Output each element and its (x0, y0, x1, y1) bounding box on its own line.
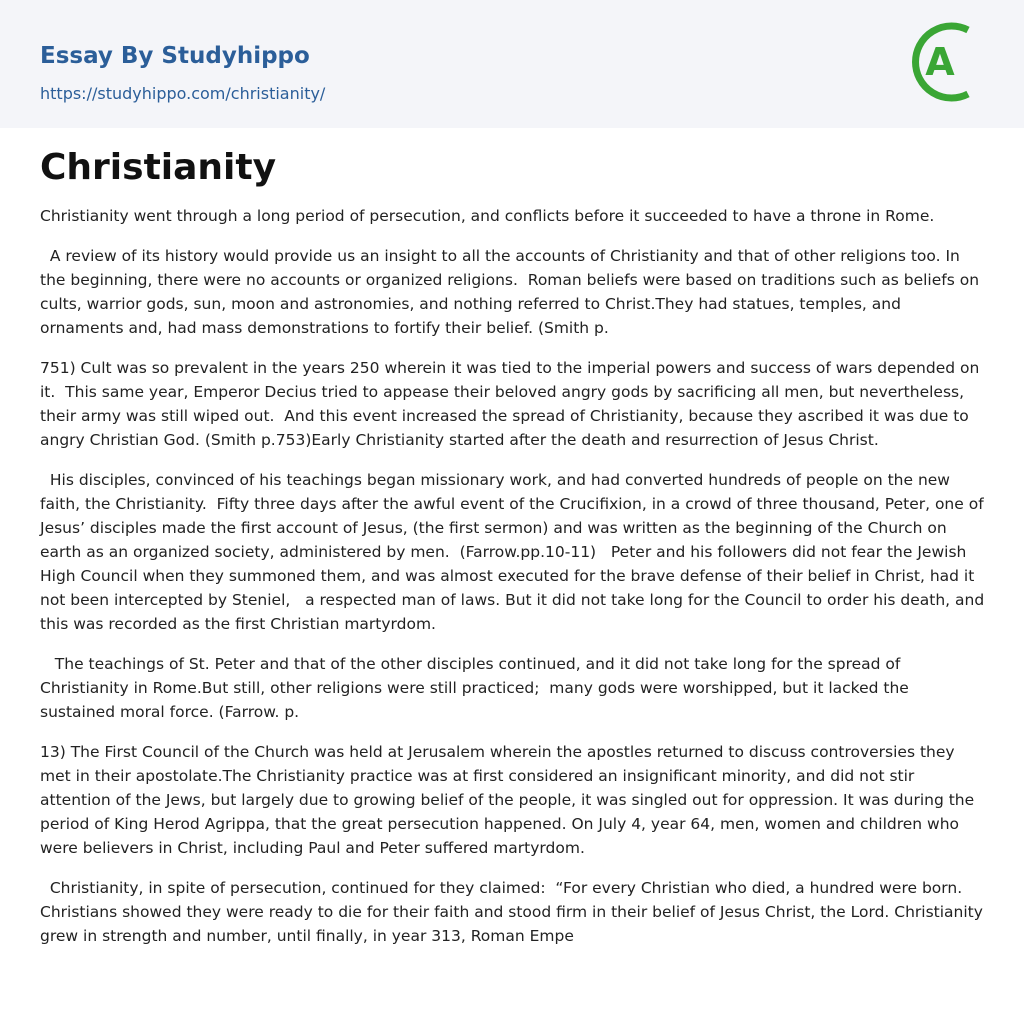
article-paragraph: His disciples, convinced of his teachings began missionary work, and had converted hundreds of people on the new faith, the Christianity. Fifty three days after the awful event of the Crucifixion, in a crowd of three thousand, Peter, one of Jesus’ disciples made the first account of Jesus, (the first sermon) and was written as the beginning of the Church on earth as an organized society, administered by men. (Farrow.pp.10-11) Peter and his followers did not fear the Jewish High Council when they summoned them, and was almost executed for the brave defense of their belief in Christ, had it not been intercepted by Steniel, a respected man of laws. But it did not take long for the Council to order his death, and this was recorded as the first Christian martyrdom. (40, 471, 990, 633)
logo-letter: A (925, 40, 955, 84)
article-paragraph: Christianity went through a long period of persecution, and conflicts before it succeeded to have a throne in Rome. (40, 207, 935, 225)
article-paragraph: 751) Cult was so prevalent in the years 250 wherein it was tied to the imperial powers and success of wars depended on it. This same year, Emperor Decius tried to appease their beloved angry gods by sacrificing all men, but nevertheless, their army was still wiped out. And this event increased the spread of Christianity, because they ascribed it was due to angry Christian God. (Smith p.753)Early Christianity started after the death and resurrection of Jesus Christ. (40, 359, 985, 449)
article-paragraph: A review of its history would provide us an insight to all the accounts of Christianity and that of other religions too. In the beginning, there were no accounts or organized religions. Roman beliefs were based on traditions such as beliefs on cults, warrior gods, sun, moon and astronomies, and nothing referred to Christ.They had statues, temples, and ornaments and, had mass demonstrations to fortify their belief. (Smith p. (40, 247, 984, 337)
article-paragraph: 13) The First Council of the Church was held at Jerusalem wherein the apostles returned to discuss controversies they met in their apostolate.The Christianity practice was at first considered an insignificant minority, and did not stir attention of the Jews, but largely due to growing belief of the people, it was singled out for oppression. It was during the period of King Herod Agrippa, that the great persecution happened. On July 4, year 64, men, women and children who were believers in Christ, including Paul and Peter suffered martyrdom. (40, 743, 980, 857)
site-header (0, 0, 1024, 128)
page-title: Christianity (40, 147, 277, 188)
article-body (40, 140, 988, 964)
essay-url-link[interactable]: https://studyhippo.com/christianity/ (40, 84, 326, 103)
site-brand[interactable]: Essay By Studyhippo (40, 43, 310, 69)
article-paragraph: The teachings of St. Peter and that of the other disciples continued, and it did not take long for the spread of Christianity in Rome.But still, other religions were still practiced; many gods were worshipped, but it lacked the sustained moral force. (Farrow. p. (40, 655, 914, 721)
article-paragraph: Christianity, in spite of persecution, continued for they claimed: “For every Christian who died, a hundred were born. Christians showed they were ready to die for their faith and stood firm in their belief of Jesus Christ, the Lord. Christianity grew in strength and number, until finally, in year 313, Roman Empe (40, 879, 988, 945)
studyhippo-logo-icon[interactable] (906, 18, 986, 106)
